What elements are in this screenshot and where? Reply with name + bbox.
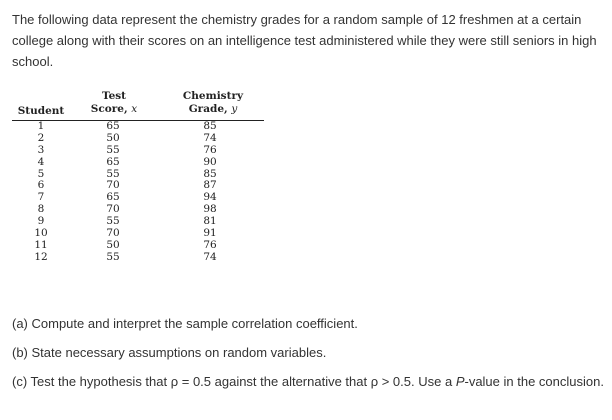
header-chem-line2: Grade, y bbox=[188, 103, 238, 115]
header-test-line1: Test bbox=[101, 90, 127, 102]
header-test-var: x bbox=[131, 103, 138, 115]
cell-student: 6 bbox=[37, 179, 45, 192]
cell-student: 2 bbox=[37, 131, 45, 144]
cell-chem-grade: 94 bbox=[203, 191, 217, 204]
table-row bbox=[12, 169, 264, 181]
cell-student: 9 bbox=[37, 215, 45, 228]
cell-test-score: 50 bbox=[106, 238, 120, 251]
cell-test-score: 65 bbox=[106, 120, 120, 132]
cell-chem-grade: 85 bbox=[203, 167, 217, 180]
cell-chem-grade: 81 bbox=[203, 215, 217, 228]
question-a: (a) Compute and interpret the sample correlation coefficient. bbox=[12, 316, 358, 331]
cell-test-score: 65 bbox=[106, 155, 120, 168]
table-row bbox=[12, 252, 264, 264]
header-test-score bbox=[74, 90, 154, 116]
table-row bbox=[12, 157, 264, 169]
table-body bbox=[12, 121, 264, 264]
cell-test-score: 50 bbox=[106, 131, 120, 144]
table-row bbox=[12, 133, 264, 145]
question-b: (b) State necessary assumptions on random variables. bbox=[12, 345, 327, 360]
cell-student: 4 bbox=[37, 155, 45, 168]
header-test-line2: Score, x bbox=[90, 103, 138, 115]
table-row bbox=[12, 192, 264, 204]
cell-student: 7 bbox=[37, 191, 45, 204]
p-value-italic: P bbox=[455, 374, 465, 389]
table-row bbox=[12, 145, 264, 157]
cell-student: 1 bbox=[37, 120, 45, 132]
table-row bbox=[12, 216, 264, 228]
cell-chem-grade: 76 bbox=[203, 143, 217, 156]
cell-student: 8 bbox=[37, 203, 45, 216]
cell-student: 11 bbox=[34, 238, 48, 251]
cell-chem-grade: 74 bbox=[203, 131, 217, 144]
table-row bbox=[12, 121, 264, 133]
table-row bbox=[12, 240, 264, 252]
question-c: (c) Test the hypothesis that ρ = 0.5 against the alternative that ρ > 0.5. Use a P-value in the conclusion. bbox=[12, 374, 604, 389]
cell-test-score: 65 bbox=[106, 191, 120, 204]
cell-test-score: 55 bbox=[106, 143, 120, 156]
cell-test-score: 70 bbox=[106, 179, 120, 192]
problem-intro: The following data represent the chemistry grades for a random sample of 12 freshmen at a certain college along with their scores on an intelligence test administered while they were still seniors in high school. bbox=[12, 12, 597, 69]
data-table bbox=[12, 88, 264, 264]
header-chemistry-grade bbox=[162, 90, 264, 116]
header-student: Student bbox=[17, 105, 65, 117]
header-chem-var: y bbox=[231, 103, 238, 115]
cell-test-score: 70 bbox=[106, 203, 120, 216]
table-row bbox=[12, 204, 264, 216]
cell-test-score: 70 bbox=[106, 227, 120, 240]
cell-student: 10 bbox=[34, 227, 48, 240]
cell-student: 3 bbox=[37, 143, 45, 156]
table-header bbox=[12, 88, 264, 121]
cell-chem-grade: 87 bbox=[203, 179, 217, 192]
header-chem-line1: Chemistry bbox=[182, 90, 244, 102]
cell-chem-grade: 98 bbox=[203, 203, 217, 216]
table-row bbox=[12, 180, 264, 192]
cell-test-score: 55 bbox=[106, 250, 120, 263]
cell-test-score: 55 bbox=[106, 167, 120, 180]
cell-chem-grade: 91 bbox=[203, 227, 217, 240]
cell-chem-grade: 76 bbox=[203, 238, 217, 251]
cell-test-score: 55 bbox=[106, 215, 120, 228]
cell-student: 5 bbox=[37, 167, 45, 180]
cell-student: 12 bbox=[34, 250, 48, 263]
cell-chem-grade: 85 bbox=[203, 120, 217, 132]
cell-chem-grade: 90 bbox=[203, 155, 217, 168]
table-row bbox=[12, 228, 264, 240]
cell-chem-grade: 74 bbox=[203, 250, 217, 263]
